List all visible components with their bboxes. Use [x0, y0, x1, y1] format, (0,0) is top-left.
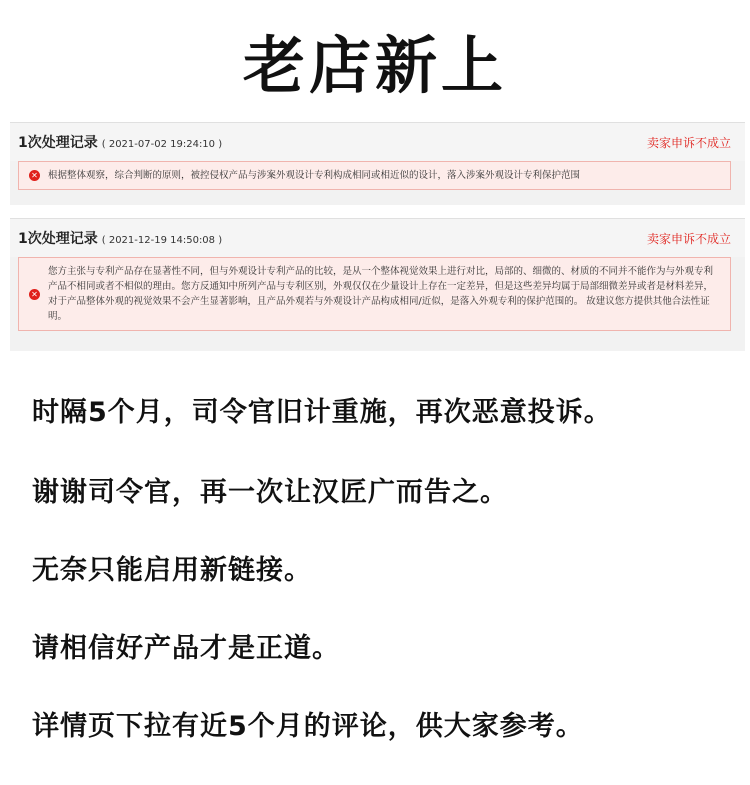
- record-header: [10, 123, 745, 161]
- record-time: ( 2021-07-02 19:24:10 ): [101, 139, 223, 150]
- record-heading: [18, 228, 222, 248]
- statement-line-2: 谢谢司令官，再一次让汉匠广而告之。: [32, 477, 508, 508]
- processing-record-1: [10, 122, 745, 205]
- record-header: [10, 219, 745, 257]
- record-status: 卖家申诉不成立: [646, 135, 731, 150]
- statement-line-3: 无奈只能启用新链接。: [32, 555, 312, 586]
- statement-line-1: 时隔5个月，司令官旧计重施，再次恶意投诉。: [32, 397, 612, 428]
- record-time: ( 2021-12-19 14:50:08 ): [101, 235, 223, 246]
- error-x-icon: ✕: [29, 170, 40, 181]
- record-status: 卖家申诉不成立: [646, 231, 731, 246]
- record-heading: [18, 132, 222, 152]
- statement-line-4: 请相信好产品才是正道。: [32, 633, 340, 664]
- processing-record-2: [10, 218, 745, 351]
- notice-text: 根据整体观察，综合判断的原则，被控侵权产品与涉案外观设计专利构成相同或相近似的设计，落入涉案外观设计专利保护范围: [48, 170, 581, 181]
- notice-text: 您方主张与专利产品存在显著性不同，但与外观设计专利产品的比较，是从一个整体视觉效果上进行对比，局部的、细微的、材质的不同并不能作为与外观专利产品不相同或者不相似的理由。您方反通知中所列产品与专利区别，外观仅仅在少量设计上存在一定差异，但是这些差异均属于局部细微差异或者是材料差异，对于产品整体外观的视觉效果不会产生显著影响，且产品外观若与外观设计产品构成相同/近似，是落入外观专利的保护范围的。 故建议您方提供其他合法性证明。: [48, 266, 714, 322]
- rejection-notice: [18, 161, 731, 190]
- statement-line-5: 详情页下拉有近5个月的评论，供大家参考。: [32, 711, 584, 742]
- record-title: 1次处理记录: [18, 231, 98, 247]
- page-title: 老店新上: [242, 29, 507, 102]
- rejection-notice: [18, 257, 731, 331]
- record-title: 1次处理记录: [18, 135, 98, 151]
- error-x-icon: ✕: [29, 289, 40, 300]
